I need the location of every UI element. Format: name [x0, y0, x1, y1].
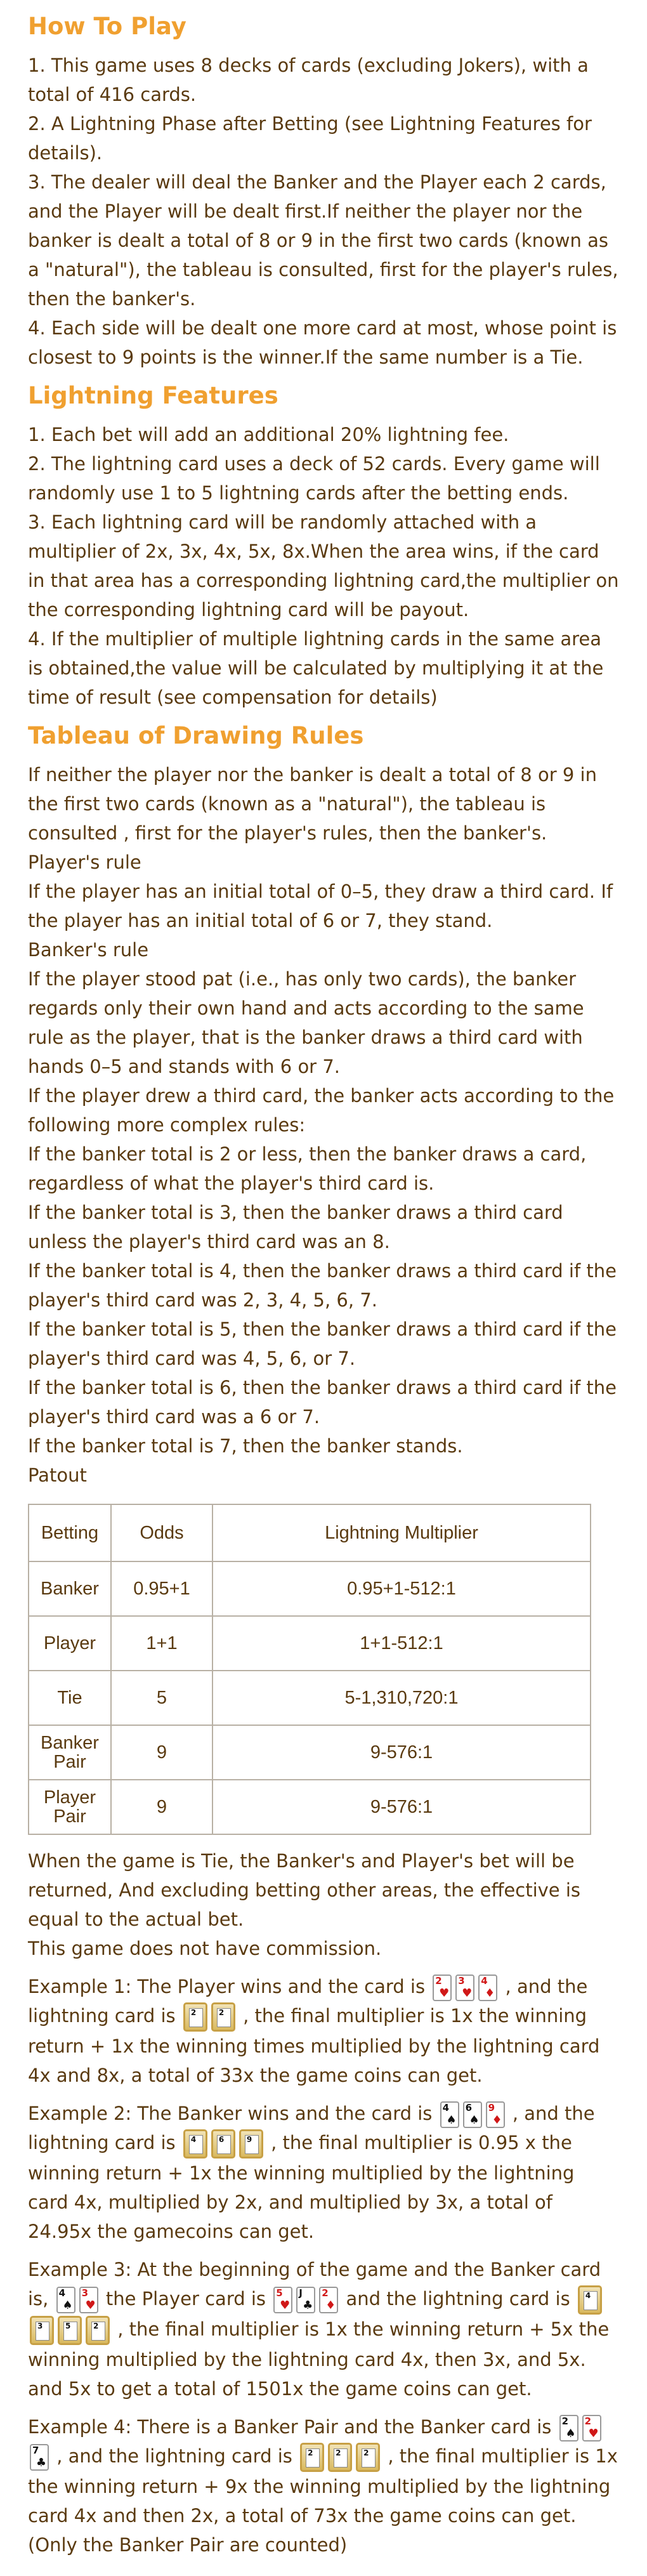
banker-rule: If the banker total is 3, then the banker draws a third card unless the player's third card was an 8. [28, 1202, 563, 1252]
player-rule-title: Player's rule [28, 851, 141, 873]
playing-card: 3 ♥ [455, 1975, 474, 2001]
table-cell: Player [29, 1616, 111, 1671]
lightning-card-icon: 4 [183, 2129, 207, 2159]
table-cell: 1+1 [111, 1616, 212, 1671]
example-text: , the final multiplier is 0.95 x the winning return + 1x the winning multiplied by the lightning card 4x, multiplied by 2x, and multiplied by 3x, a total of 24.95x the gamecoins can get. [28, 2132, 575, 2242]
lightning-item: 3. Each lightning card will be randomly attached with a multiplier of 2x, 3x, 4x, 5x, 8x.When the area wins, if the card in that area has a corresponding lightning card,the multiplier on the corresponding lightning card will be payout. [28, 511, 619, 621]
lightning-card-group [181, 2005, 237, 2027]
notes-section [28, 1846, 619, 1963]
banker-rule: If the player stood pat (i.e., has only two cards), the banker regards only their own hand and acts according to the same rule as the player, that is the banker draws a third card with hands 0–5 and stands with 6 or 7. [28, 968, 584, 1077]
example-2 [28, 2099, 619, 2246]
lightning-card-icon: 5 [58, 2316, 82, 2345]
table-cell: 0.95+1 [111, 1561, 212, 1616]
lightning-card-icon: 2 [300, 2443, 324, 2472]
banker-rule: If the banker total is 4, then the banker draws a third card if the player's third card was 2, 3, 4, 5, 6, 7. [28, 1260, 617, 1311]
lightning-card-icon: 9 [239, 2129, 263, 2159]
tableau-section [28, 721, 619, 1490]
lightning-item: 1. Each bet will add an additional 20% lightning fee. [28, 424, 509, 445]
table-row [29, 1780, 591, 1834]
table-row [29, 1616, 591, 1671]
card-group [438, 2102, 507, 2127]
table-cell: 1+1-512:1 [212, 1616, 591, 1671]
lightning-card-icon: 2 [328, 2443, 352, 2472]
table-row [29, 1561, 591, 1616]
example-text: Example 3: At the beginning of the game and the Banker card is, [28, 2259, 601, 2310]
payout-title: Patout [28, 1464, 87, 1486]
lightning-card-icon: 2 [356, 2443, 380, 2472]
playing-card: 5 ♥ [273, 2287, 292, 2313]
example-text: , the final multiplier is 1x the winning return + 9x the winning multiplied by the lightning card 4x and then 2x, a total of 73x the game coins can get. (Only the Banker Pair are counted) [28, 2445, 618, 2556]
table-cell: 9 [111, 1780, 212, 1834]
table-row [29, 1725, 591, 1780]
how-to-play-item: 2. A Lightning Phase after Betting (see Lightning Features for details). [28, 113, 592, 164]
playing-card: J ♣ [296, 2287, 315, 2313]
example-text: , and the lightning card is [56, 2445, 292, 2467]
table-cell: 9 [111, 1725, 212, 1780]
payout-table [28, 1504, 591, 1835]
how-to-play-title: How To Play [28, 13, 186, 40]
playing-card: 2 ♥ [433, 1975, 452, 2001]
example-text: the Player card is [105, 2288, 266, 2310]
card-group [55, 2288, 100, 2310]
banker-rule-title: Banker's rule [28, 939, 149, 961]
example-text: Example 2: The Banker wins and the card is [28, 2103, 433, 2124]
commission-note: This game does not have commission. [28, 1938, 382, 1959]
table-header: Lightning Multiplier [212, 1504, 591, 1561]
playing-card: 4 ♠ [56, 2287, 75, 2313]
lightning-features-title: Lightning Features [28, 382, 278, 409]
playing-card: 4 ♦ [478, 1975, 497, 2001]
lightning-item: 4. If the multiplier of multiple lightning cards in the same area is obtained,the value will be calculated by multiplying it at the time of result (see compensation for details) [28, 628, 604, 708]
tie-note: When the game is Tie, the Banker's and Player's bet will be returned, And excluding betting other areas, the effective is equal to the actual bet. [28, 1850, 581, 1930]
playing-card: 6 ♠ [463, 2101, 482, 2128]
table-header-row [29, 1504, 591, 1561]
table-cell: 9-576:1 [212, 1780, 591, 1834]
lightning-features-section [28, 381, 619, 712]
lightning-card-icon: 4 [578, 2285, 602, 2315]
lightning-item: 2. The lightning card uses a deck of 52 cards. Every game will randomly use 1 to 5 lightning cards after the betting ends. [28, 453, 600, 504]
table-cell: 5 [111, 1671, 212, 1725]
example-text: Example 1: The Player wins and the card is [28, 1976, 426, 1997]
card-group [271, 2288, 340, 2310]
banker-rule: If the banker total is 7, then the banker stands. [28, 1435, 463, 1457]
banker-rule: If the banker total is 5, then the banker draws a third card if the player's third card was 4, 5, 6, or 7. [28, 1318, 617, 1369]
lightning-card-group [298, 2445, 382, 2467]
banker-rule: If the player drew a third card, the banker acts according to the following more complex rules: [28, 1085, 615, 1136]
example-text: , the final multiplier is 1x the winning return + 1x the winning times multiplied by the lightning card 4x and 8x, a total of 33x the game coins can get. [28, 2005, 600, 2086]
playing-card: 2 ♠ [559, 2415, 578, 2441]
lightning-card-icon: 3 [30, 2316, 54, 2345]
table-cell: Banker Pair [29, 1725, 111, 1780]
banker-rule: If the banker total is 6, then the banker draws a third card if the player's third card was a 6 or 7. [28, 1377, 617, 1428]
playing-card: 3 ♥ [79, 2287, 98, 2313]
table-cell: 0.95+1-512:1 [212, 1561, 591, 1616]
playing-card: 2 ♦ [319, 2287, 338, 2313]
banker-rule: If the banker total is 2 or less, then the banker draws a card, regardless of what the player's third card is. [28, 1143, 587, 1194]
example-text: Example 4: There is a Banker Pair and the Banker card is [28, 2416, 552, 2438]
table-cell: Tie [29, 1671, 111, 1725]
table-cell: 9-576:1 [212, 1725, 591, 1780]
example-text: , the final multiplier is 1x the winning return + 5x the winning multiplied by the lightning card 4x, then 3x, and 5x. and 5x to get a total of 1501x the game coins can get. [28, 2318, 610, 2400]
table-cell: Player Pair [29, 1780, 111, 1834]
player-rule: If the player has an initial total of 0–5, they draw a third card. If the player has an initial total of 6 or 7, they stand. [28, 881, 613, 931]
example-3 [28, 2255, 619, 2403]
example-4 [28, 2412, 619, 2560]
example-text: , and the lightning card is [28, 1976, 588, 2027]
playing-card: 7 ♣ [30, 2444, 49, 2471]
example-1 [28, 1972, 619, 2090]
lightning-card-group [181, 2132, 265, 2153]
how-to-play-item: 3. The dealer will deal the Banker and the Player each 2 cards, and the Player will be dealt first.If neither the player nor the banker is dealt a total of 8 or 9 in the first two cards (known as a "natural"), the tableau is consulted, first for the player's rules, then the banker's. [28, 171, 618, 310]
table-header: Odds [111, 1504, 212, 1561]
tableau-title: Tableau of Drawing Rules [28, 722, 364, 749]
playing-card: 9 ♦ [486, 2101, 505, 2128]
how-to-play-item: 1. This game uses 8 decks of cards (excluding Jokers), with a total of 416 cards. [28, 55, 589, 105]
table-cell: 5-1,310,720:1 [212, 1671, 591, 1725]
table-cell: Banker [29, 1561, 111, 1616]
tableau-intro: If neither the player nor the banker is dealt a total of 8 or 9 in the first two cards (known as a "natural"), the tableau is consulted , first for the player's rules, then the banker's. [28, 764, 597, 844]
how-to-play-section [28, 11, 619, 372]
lightning-card-icon: 6 [211, 2129, 235, 2159]
table-header: Betting [29, 1504, 111, 1561]
example-text: and the lightning card is [346, 2288, 570, 2310]
lightning-card-icon: 2 [183, 2002, 207, 2032]
playing-card: 2 ♥ [582, 2415, 601, 2441]
how-to-play-item: 4. Each side will be dealt one more card at most, whose point is closest to 9 points is the winner.If the same number is a Tie. [28, 317, 617, 368]
lightning-card-icon: 2 [211, 2002, 235, 2032]
example-text: , and the lightning card is [28, 2103, 595, 2153]
lightning-card-icon: 2 [86, 2316, 110, 2345]
card-group [431, 1975, 499, 2000]
table-row [29, 1671, 591, 1725]
playing-card: 4 ♠ [440, 2101, 459, 2128]
